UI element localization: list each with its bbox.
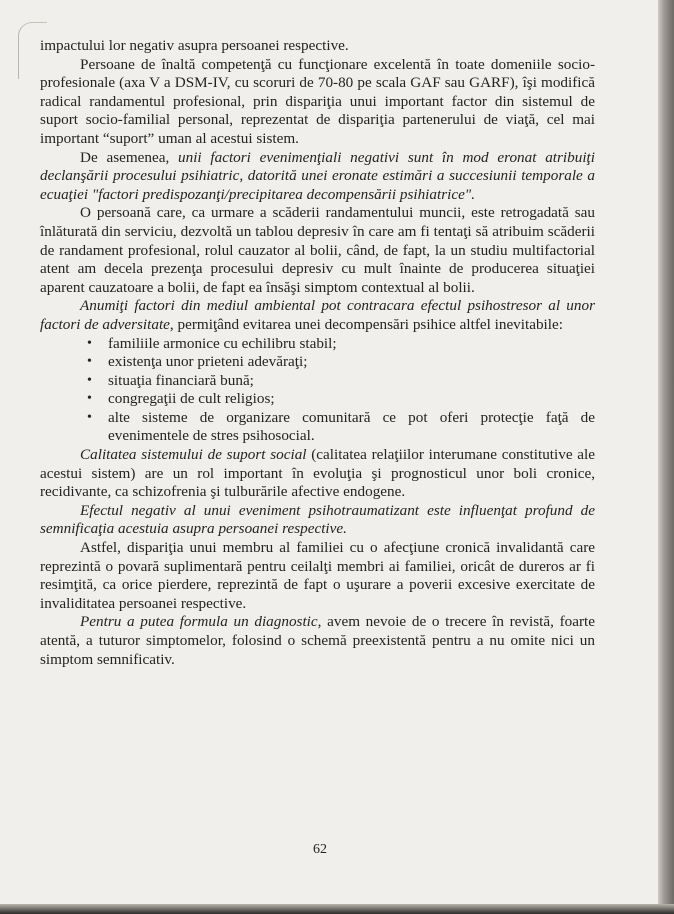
paragraph-text: , permiţând evitarea unei decompensări psihice altfel inevitabile: [169,315,563,333]
paragraph-text: Persoane de înaltă competenţă cu funcţionare excelentă în toate domeniile socio-profesionale (axa V a DSM-IV, cu scoruri de 70-80 pe scala GAF sau GARF), îşi modifică radical randamentul profesional, prin dispariţia unui important factor din sistemul de suport socio-familial personal, reprezentat de dispariţia partenerului de viaţă, cel mai important “suport” uman al acestui sistem. [40,55,595,147]
list-item [40,409,595,446]
paragraph-continuation [40,37,595,56]
list-item [40,335,595,354]
paragraph-high-competence [40,56,595,149]
protective-factors-list [40,335,595,447]
paragraph-family-member-example [40,539,595,613]
paragraph-protective-factors [40,297,595,334]
bullet-icon: • [87,372,92,388]
paragraph-text: O persoană care, ca urmare a scăderii randamentului muncii, este retrogadată sau înlăturată din serviciu, dezvoltă un tablou depresiv în care am fi tentaţi să atribuim scăderii de randament profesional, rolul cauzator al bolii, când, de fapt, la un studiu multifactorial atent am decela prezenţa procesului depresiv cu mult înainte de producerea situaţiei aparent cauzatoare a bolii, de fapt ea însăşi simptom contextual al bolii. [40,204,595,296]
page-body-text [40,37,595,669]
paragraph-text: Astfel, dispariţia unui membru al familiei cu o afecţiune cronică invalidantă care reprezintă o povară suplimentară pentru ceilalţi membri ai familiei, oricât de dureros ar fi resimţită, ca orice pierdere, reprezintă de fapt o uşurare a poverii excesive exercitate de invaliditatea persoanei respective. [40,539,595,612]
list-item-text: congregaţii de cult religios; [108,390,275,408]
scan-bottom-edge [0,904,674,914]
bullet-icon: • [87,354,92,370]
bullet-icon: • [87,391,92,407]
bullet-icon: • [87,409,92,425]
list-item-text: alte sisteme de organizare comunitară ce pot oferi protecţie faţă de evenimentele de stres psihosocial. [108,408,595,445]
paragraph-italic-text: unii factori evenimenţiali negativi sunt în mod eronat atribuiţi declanşării procesului psihiatric, datorită unei eronate estimări a succesiunii temporale a ecuaţiei "factori predispozanţi/precipitarea decompensării psihiatrice". [40,148,595,203]
list-item [40,353,595,372]
adjacent-page-edge [658,0,674,914]
list-item-text: situaţia financiară bună; [108,371,254,389]
list-item-text: familiile armonice cu echilibru stabil; [108,334,337,352]
paragraph-diagnosis [40,613,595,669]
paragraph-italic-text: Efectul negativ al unui eveniment psihotraumatizant este influenţat profund de semnificaţia acestuia asupra persoanei respective. [40,501,595,538]
paragraph-lead-text: De asemenea, [80,148,179,166]
paragraph-italic-text: Pentru a putea formula un diagnostic [80,613,318,631]
paragraph-text: impactului lor negativ asupra persoanei respective. [40,37,349,54]
paragraph-text: (calitatea relaţiilor interumane constitutive ale acestui sistem) are un rol important în evoluţia şi prognosticul unor boli cronice, recidivante, ca schizofrenia şi tulburările afective endogene. [40,446,596,501]
paragraph-negative-event-effect [40,502,595,539]
bullet-icon: • [87,335,92,351]
paragraph-text: , avem nevoie de o trecere în revistă, foarte atentă, a tuturor simptomelor, folosind o schemă preexistentă pentru a nu omite nici un simptom semnificativ. [40,613,595,668]
paragraph-italic-text: Anumiţi factori din mediul ambiental pot contracara efectul psihostresor al unor factori de adversitate [40,297,595,333]
paragraph-italic-text: Calitatea sistemului de suport social [80,446,307,464]
paragraph-depressive-example [40,204,595,297]
list-item [40,390,595,409]
page-number: 62 [313,842,327,857]
list-item [40,372,595,391]
list-item-text: existenţa unor prieteni adevăraţi; [108,353,308,371]
paragraph-social-support [40,446,595,502]
paragraph-erroneous-attribution [40,149,595,205]
